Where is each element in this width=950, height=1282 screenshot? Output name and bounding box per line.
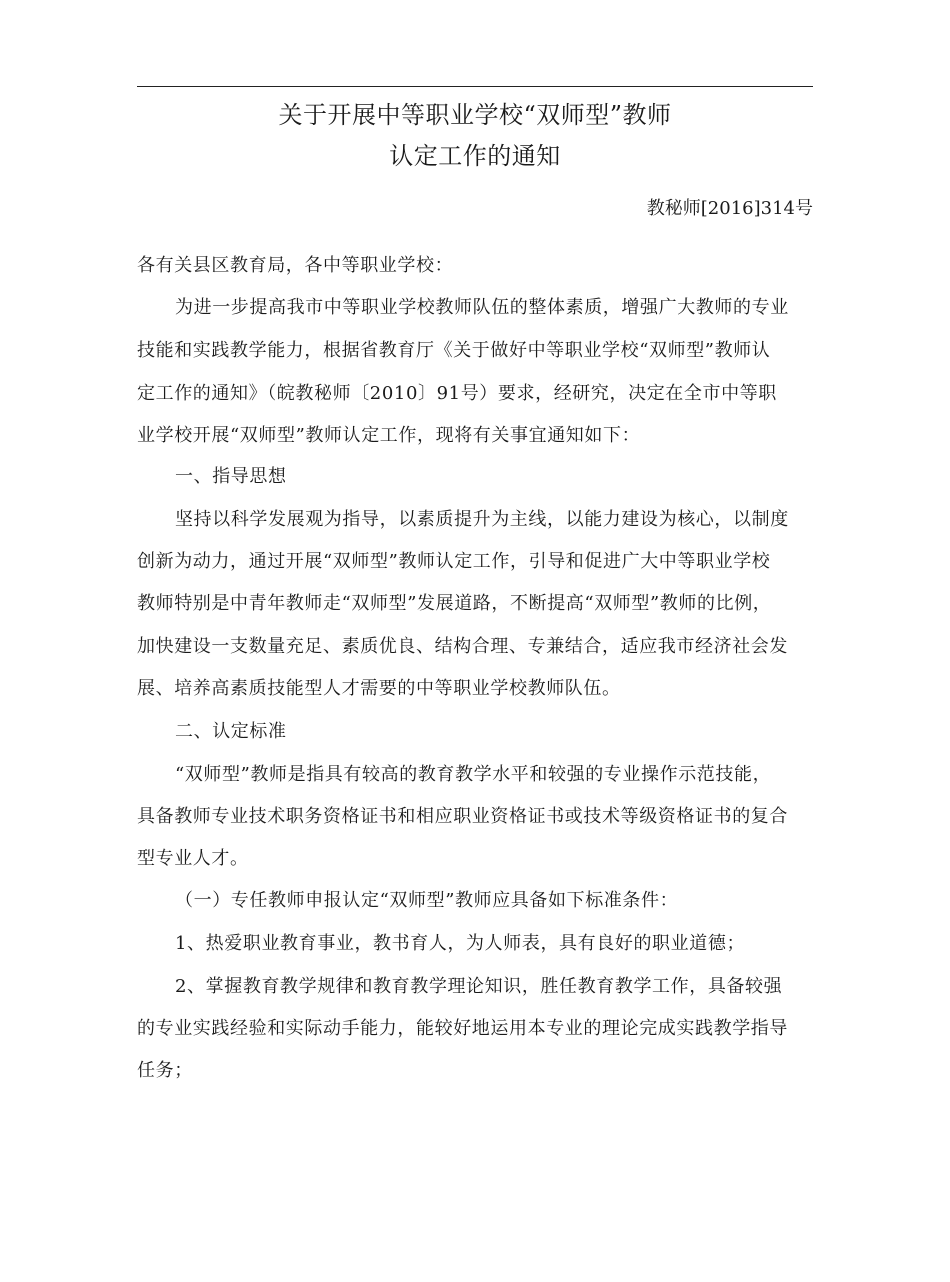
section2-line: “双师型”教师是指具有较高的教育教学水平和较强的专业操作示范技能， — [175, 764, 772, 785]
subsection-heading: （一）专任教师申报认定“双师型”教师应具备如下标准条件： — [175, 890, 679, 911]
header-rule — [137, 86, 813, 87]
list-item-2-line: 的专业实践经验和实际动手能力，能较好地运用本专业的理论完成实践教学指导 — [137, 1018, 788, 1039]
section1-line: 展、培养高素质技能型人才需要的中等职业学校教师队伍。 — [137, 678, 621, 699]
section2-line: 具备教师专业技术职务资格证书和相应职业资格证书或技术等级资格证书的复合 — [137, 806, 788, 827]
list-item-2-line: 任务； — [137, 1060, 193, 1081]
list-item-1: 1、热爱职业教育事业，教书育人，为人师表，具有良好的职业道德； — [175, 933, 746, 954]
section-heading-standards: 二、认定标准 — [175, 721, 287, 742]
section1-line: 坚持以科学发展观为指导，以素质提升为主线，以能力建设为核心，以制度 — [175, 509, 789, 530]
intro-line: 技能和实践教学能力，根据省教育厅《关于做好中等职业学校“双师型”教师认 — [137, 340, 771, 361]
section-heading-guiding-ideology: 一、指导思想 — [175, 466, 287, 487]
intro-line: 业学校开展“双师型”教师认定工作，现将有关事宜通知如下： — [137, 425, 641, 446]
document-number: 教秘师[2016]314号 — [646, 198, 813, 219]
intro-line: 为进一步提高我市中等职业学校教师队伍的整体素质，增强广大教师的专业 — [175, 297, 789, 318]
section2-line: 型专业人才。 — [137, 848, 249, 869]
document-title-line-1: 关于开展中等职业学校“双师型”教师 — [278, 101, 672, 129]
document-title-line-2: 认定工作的通知 — [389, 142, 561, 170]
section1-line: 教师特别是中青年教师走“双师型”发展道路，不断提高“双师型”教师的比例， — [137, 593, 772, 614]
section1-line: 创新为动力，通过开展“双师型”教师认定工作，引导和促进广大中等职业学校 — [137, 551, 771, 572]
section1-line: 加快建设一支数量充足、素质优良、结构合理、专兼结合，适应我市经济社会发 — [137, 636, 788, 657]
list-item-2-line: 2、掌握教育教学规律和教育教学理论知识，胜任教育教学工作，具备较强 — [175, 976, 783, 997]
intro-line: 定工作的通知》（皖教秘师〔2010〕91号）要求，经研究，决定在全市中等职 — [137, 383, 777, 404]
salutation: 各有关县区教育局，各中等职业学校： — [137, 255, 454, 276]
